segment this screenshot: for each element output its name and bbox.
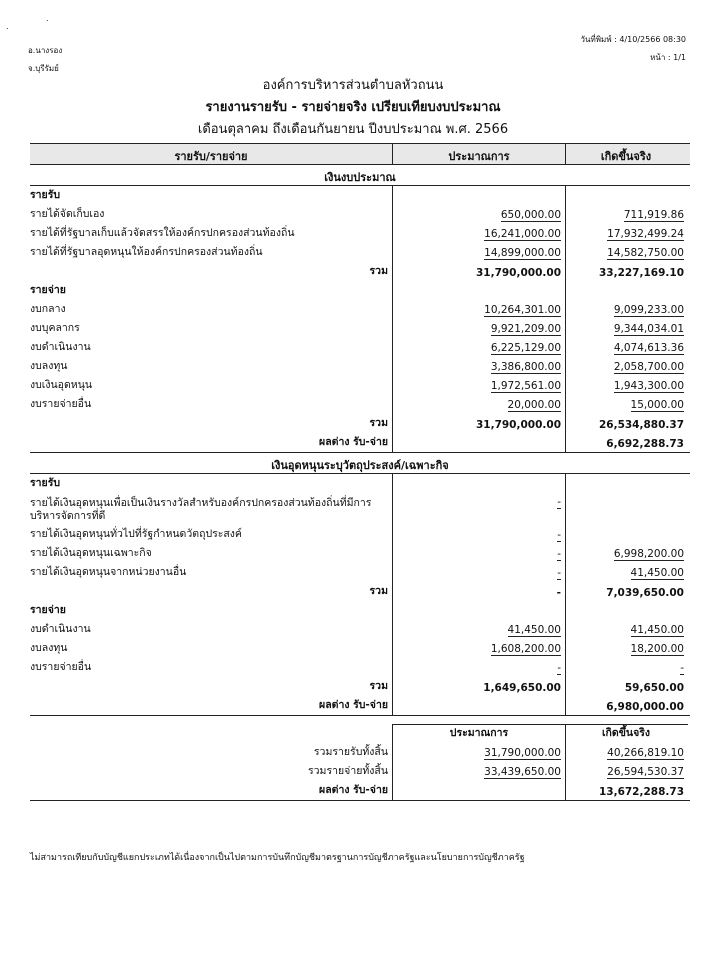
budget-value: 1,608,200.00 xyxy=(490,643,561,655)
actual-value: 7,039,650.00 xyxy=(606,587,684,599)
budget-value: - xyxy=(557,529,561,541)
actual-value: 13,672,288.73 xyxy=(598,786,684,798)
group-title-text: รายรับ xyxy=(30,477,60,489)
table-row xyxy=(30,395,690,414)
row-label: งบรายจ่ายอื่น xyxy=(30,661,92,673)
budget-value: 1,649,650.00 xyxy=(483,682,561,694)
row-label: รายได้ที่รัฐบาลอุดหนุนให้องค์กรปกครองส่วนท้องถิ่น xyxy=(30,246,263,258)
report-table xyxy=(30,143,690,801)
total-label: รวม xyxy=(369,585,388,597)
row-label: งบลงทุน xyxy=(30,360,68,372)
budget-value: 6,225,129.00 xyxy=(490,342,561,354)
summary-actual-header: เกิดขึ้นจริง xyxy=(601,727,651,739)
row-label: งบลงทุน xyxy=(30,642,68,654)
budget-value: 650,000.00 xyxy=(500,209,561,221)
budget-value: 31,790,000.00 xyxy=(484,747,561,759)
table-row xyxy=(30,376,690,395)
summary-label: รวมรายรับทั้งสิ้น xyxy=(313,746,388,758)
budget-value: 1,972,561.00 xyxy=(490,380,561,392)
table-row xyxy=(30,525,690,544)
table-row xyxy=(30,357,690,376)
column-header-actual: เกิดขึ้นจริง xyxy=(600,150,652,163)
table-row xyxy=(30,243,690,262)
budget-value: 41,450.00 xyxy=(507,624,561,636)
summary-budget-header: ประมาณการ xyxy=(449,727,509,739)
section-title xyxy=(30,165,690,186)
column-header-budget: ประมาณการ xyxy=(448,150,510,163)
budget-value: - xyxy=(556,587,561,599)
total-label: รวม xyxy=(369,417,388,429)
actual-value: 41,450.00 xyxy=(630,567,684,579)
actual-value: 6,998,200.00 xyxy=(613,548,684,560)
table-row xyxy=(30,493,690,525)
corner-mark-2: . xyxy=(46,14,49,23)
total-label: รวม xyxy=(369,265,388,277)
actual-value: 26,534,880.37 xyxy=(598,419,684,431)
group-title-text: รายจ่าย xyxy=(30,284,66,296)
actual-value: 9,099,233.00 xyxy=(613,304,684,316)
page-number: หน้า : 1/1 xyxy=(650,53,686,62)
budget-value: - xyxy=(557,567,561,579)
row-label: รายได้เงินอุดหนุนจากหน่วยงานอื่น xyxy=(30,566,187,578)
budget-value: 20,000.00 xyxy=(507,399,561,411)
group-title xyxy=(30,474,690,493)
table-row xyxy=(30,338,690,357)
footnote: ไม่สามารถเทียบกับบัญชีแยกประเภทได้เนื่องจากเป็นไปตามการบันทึกบัญชีมาตรฐานการบัญชีภาครัฐและนโยบายการบัญชีภาครัฐ xyxy=(30,853,525,863)
table-row xyxy=(30,319,690,338)
budget-value: 10,264,301.00 xyxy=(484,304,561,316)
actual-value: 26,594,530.37 xyxy=(607,766,684,778)
group-title-text: รายรับ xyxy=(30,189,60,201)
budget-value: - xyxy=(557,496,561,508)
row-label: งบเงินอุดหนุน xyxy=(30,379,93,391)
budget-value: - xyxy=(557,548,561,560)
total-row xyxy=(30,677,690,696)
row-label: รายได้เงินอุดหนุนทั่วไปที่รัฐกำหนดวัตถุประสงค์ xyxy=(30,528,242,540)
actual-value: 40,266,819.10 xyxy=(607,747,684,759)
table-row xyxy=(30,205,690,224)
actual-value: 9,344,034.01 xyxy=(613,323,684,335)
actual-value: 4,074,613.36 xyxy=(613,342,684,354)
total-row xyxy=(30,262,690,281)
row-label: งบกลาง xyxy=(30,303,66,315)
row-label: งบรายจ่ายอื่น xyxy=(30,398,92,410)
difference-label: ผลต่าง รับ-จ่าย xyxy=(319,699,388,711)
budget-value: 9,921,209.00 xyxy=(490,323,561,335)
actual-value: 14,582,750.00 xyxy=(607,247,684,259)
table-row xyxy=(30,563,690,582)
section-title-text: เงินงบประมาณ xyxy=(324,171,396,184)
budget-value: 31,790,000.00 xyxy=(475,419,561,431)
budget-value: 31,790,000.00 xyxy=(475,267,561,279)
total-label: รวม xyxy=(369,680,388,692)
group-title xyxy=(30,281,690,300)
difference-row xyxy=(30,433,690,453)
corner-mark: . xyxy=(6,22,9,31)
group-title-text: รายจ่าย xyxy=(30,604,66,616)
budget-value: 14,899,000.00 xyxy=(484,247,561,259)
org-name: องค์การบริหารส่วนตำบลหัวถนน xyxy=(262,78,444,93)
actual-value: 1,943,300.00 xyxy=(613,380,684,392)
total-row xyxy=(30,414,690,433)
group-title xyxy=(30,601,690,620)
table-row xyxy=(30,639,690,658)
summary-difference-row xyxy=(30,781,690,801)
actual-value: 59,650.00 xyxy=(624,682,684,694)
budget-value: 16,241,000.00 xyxy=(484,228,561,240)
difference-label: ผลต่าง รับ-จ่าย xyxy=(319,784,388,796)
report-period: เดือนตุลาคม ถึงเดือนกันยายน ปีงบประมาณ พ.ศ. 2566 xyxy=(197,122,509,137)
report-title: รายงานรายรับ - รายจ่ายจริง เปรียบเทียบงบประมาณ xyxy=(205,100,501,115)
summary-header xyxy=(30,724,690,743)
budget-value: 33,439,650.00 xyxy=(484,766,561,778)
actual-value: 41,450.00 xyxy=(630,624,684,636)
budget-value: - xyxy=(557,662,561,674)
actual-value: 18,200.00 xyxy=(630,643,684,655)
section-title-text: เงินอุดหนุนระบุวัตถุประสงค์/เฉพาะกิจ xyxy=(271,459,449,472)
print-date: วันที่พิมพ์ : 4/10/2566 08:30 xyxy=(580,35,686,44)
total-row xyxy=(30,582,690,601)
actual-value: 6,692,288.73 xyxy=(606,438,684,450)
province-label: จ.บุรีรัมย์ xyxy=(28,64,59,73)
row-label: งบดำเนินงาน xyxy=(30,341,91,353)
table-row xyxy=(30,300,690,319)
difference-label: ผลต่าง รับ-จ่าย xyxy=(319,436,388,448)
actual-value: - xyxy=(680,662,684,674)
district-label: อ.นางรอง xyxy=(28,46,63,55)
difference-row xyxy=(30,696,690,716)
actual-value: 17,932,499.24 xyxy=(607,228,684,240)
summary-label: รวมรายจ่ายทั้งสิ้น xyxy=(308,765,388,777)
actual-value: 15,000.00 xyxy=(630,399,684,411)
summary-row xyxy=(30,762,690,781)
table-row xyxy=(30,544,690,563)
row-label: รายได้ที่รัฐบาลเก็บแล้วจัดสรรให้องค์กรปกครองส่วนท้องถิ่น xyxy=(30,227,295,239)
table-row xyxy=(30,658,690,677)
column-header-item: รายรับ/รายจ่าย xyxy=(174,150,248,163)
table-row xyxy=(30,224,690,243)
actual-value: 711,919.86 xyxy=(623,209,684,221)
row-label: รายได้เงินอุดหนุนเพื่อเป็นเงินรางวัลสำหรับองค์กรปกครองส่วนท้องถิ่นที่มีการบริหารจัดการที่ดี xyxy=(30,497,372,522)
actual-value: 33,227,169.10 xyxy=(598,267,684,279)
row-label: รายได้จัดเก็บเอง xyxy=(30,208,105,220)
actual-value: 6,980,000.00 xyxy=(606,701,684,713)
table-row xyxy=(30,620,690,639)
row-label: รายได้เงินอุดหนุนเฉพาะกิจ xyxy=(30,547,152,559)
row-label: งบดำเนินงาน xyxy=(30,623,91,635)
group-title xyxy=(30,186,690,205)
table-header xyxy=(30,143,690,165)
budget-value: 3,386,800.00 xyxy=(490,361,561,373)
actual-value: 2,058,700.00 xyxy=(613,361,684,373)
spacer xyxy=(30,716,690,724)
summary-row xyxy=(30,743,690,762)
section-title xyxy=(30,453,690,474)
row-label: งบบุคลากร xyxy=(30,322,80,334)
